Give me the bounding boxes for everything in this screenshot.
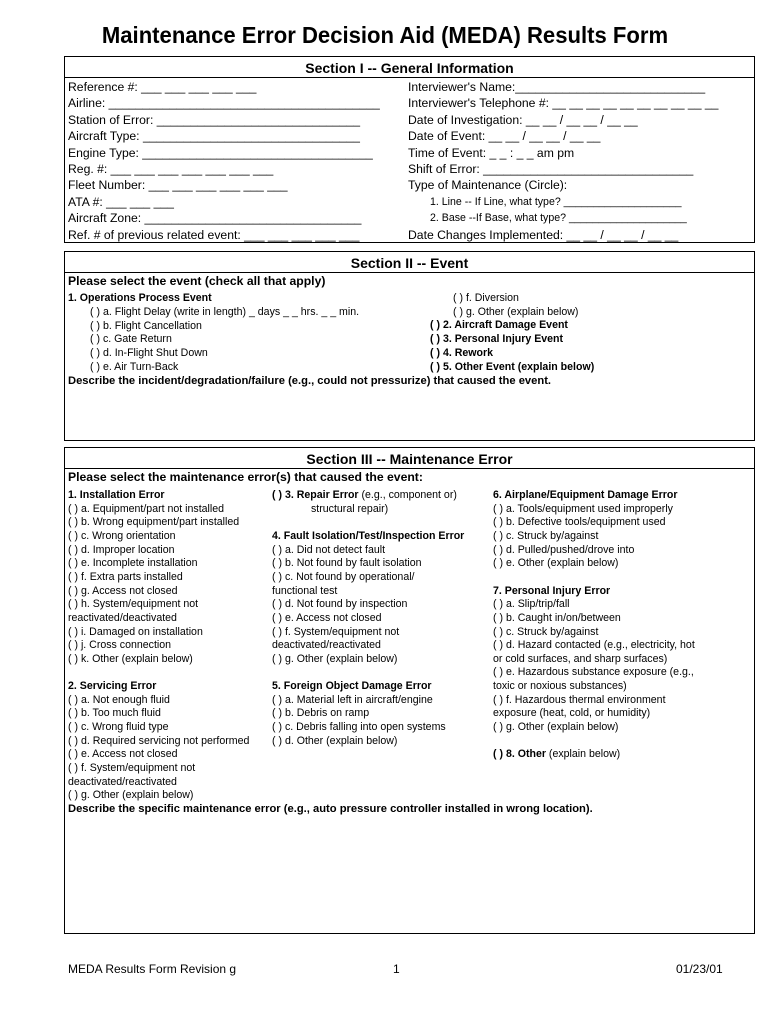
maintenance-error-item: 5. Foreign Object Damage Error (272, 680, 432, 693)
repair-error-label: ( ) 3. Repair Error (272, 489, 359, 501)
other-event-item: ( ) 2. Aircraft Damage Event (430, 319, 568, 332)
other-event-item: ( ) 5. Other Event (explain below) (430, 360, 595, 373)
general-info-field: Interviewer's Telephone #: __ __ __ __ __ __ __ __ __ __ (408, 96, 719, 111)
general-info-field: Time of Event: _ _ : _ _ am pm (408, 145, 575, 160)
maintenance-error-item: ( ) g. Other (explain below) (493, 721, 619, 734)
maintenance-error-item: ( ) j. Cross connection (68, 639, 172, 652)
maintenance-error-item: ( ) g. Other (explain below) (272, 652, 398, 665)
section-event (64, 251, 755, 441)
maintenance-error-item: 7. Personal Injury Error (493, 584, 611, 597)
section-general-information (64, 56, 755, 243)
maintenance-error-item: ( ) a. Material left in aircraft/engine (272, 693, 433, 706)
maintenance-error-item: 4. Fault Isolation/Test/Inspection Error (272, 530, 465, 542)
maintenance-error-item: ( ) c. Wrong fluid type (68, 721, 169, 734)
maintenance-error-item: ( ) c. Debris falling into open systems (272, 721, 446, 734)
maintenance-error-item: ( ) d. Not found by inspection (272, 598, 408, 611)
maintenance-error-item: ( ) g. Access not closed (68, 584, 178, 597)
event-instruction: Please select the event (check all that apply) (68, 274, 326, 288)
maintenance-error-item: ( ) f. System/equipment not (272, 625, 400, 638)
maintenance-error-item: ( ) b. Caught in/on/between (493, 611, 621, 624)
maintenance-error-item: ( ) d. Other (explain below) (272, 734, 398, 747)
general-info-field: Aircraft Zone: ________________________________ (68, 211, 362, 226)
footer-page-number: 1 (393, 962, 400, 976)
maintenance-error-item: ( ) f. Extra parts installed (68, 570, 183, 583)
section-2-header: Section II -- Event (65, 254, 754, 273)
maintenance-error-item: deactivated/reactivated (68, 775, 177, 788)
maintenance-error-item: ( ) c. Struck by/against (493, 529, 599, 542)
maintenance-error-item: ( ) a. Not enough fluid (68, 693, 170, 706)
maintenance-error-item: ( ) c. Struck by/against (493, 625, 599, 638)
maintenance-error-item: ( ) b. Debris on ramp (272, 707, 370, 720)
maintenance-error-item: ( ) e. Hazardous substance exposure (e.g., (493, 666, 694, 679)
maintenance-error-item: toxic or noxious substances) (493, 680, 627, 693)
operations-process-item: ( ) a. Flight Delay (write in length) _ days _ _ hrs. _ _ min. (90, 306, 360, 318)
section-3-header: Section III -- Maintenance Error (65, 450, 754, 469)
general-info-field: 1. Line -- If Line, what type? ____________________ (430, 195, 682, 208)
maintenance-error-item: ( ) a. Tools/equipment used improperly (493, 502, 673, 515)
maintenance-error-item: ( ) f. System/equipment not (68, 762, 196, 774)
maintenance-error-describe-prompt: Describe the specific maintenance error (e.g., auto pressure controller installed in wrong location). (68, 803, 593, 815)
repair-error-example: (e.g., component or) (358, 489, 457, 501)
repair-error-line-2: structural repair) (311, 502, 389, 515)
maintenance-error-item: ( ) h. System/equipment not (68, 598, 199, 611)
general-info-field: Date of Event: __ __ / __ __ / __ __ (408, 129, 601, 144)
maintenance-error-item: ( ) c. Not found by operational/ (272, 570, 415, 583)
maintenance-error-item: 1. Installation Error (68, 489, 165, 501)
general-info-field: Shift of Error: _______________________________ (408, 162, 694, 176)
maintenance-error-item: ( ) i. Damaged on installation (68, 625, 203, 638)
event-describe-prompt: Describe the incident/degradation/failure (e.g., could not pressurize) that caused the event. (68, 375, 552, 387)
maintenance-error-item: exposure (heat, cold, or humidity) (493, 707, 651, 720)
operations-process-item: ( ) c. Gate Return (90, 333, 172, 346)
maintenance-error-item: ( ) d. Improper location (68, 543, 175, 556)
maintenance-error-item: ( ) f. Hazardous thermal environment (493, 693, 666, 706)
general-info-field: Reg. #: ___ ___ ___ ___ ___ ___ ___ (68, 162, 274, 176)
general-info-field: ATA #: ___ ___ ___ (68, 194, 174, 209)
operations-process-item: ( ) g. Other (explain below) (453, 305, 579, 318)
maintenance-error-item: ( ) b. Wrong equipment/part installed (68, 516, 240, 529)
maintenance-error-item: 6. Airplane/Equipment Damage Error (493, 489, 678, 501)
operations-process-item: ( ) b. Flight Cancellation (90, 319, 202, 332)
repair-error-line (272, 489, 457, 503)
maintenance-error-item: or cold surfaces, and sharp surfaces) (493, 652, 668, 665)
section-maintenance-error (64, 447, 755, 934)
maintenance-error-instruction: Please select the maintenance error(s) that caused the event: (68, 470, 423, 484)
maintenance-error-item: reactivated/deactivated (68, 611, 177, 624)
maintenance-error-item: ( ) a. Did not detect fault (272, 543, 386, 556)
footer-revision: MEDA Results Form Revision g (68, 962, 237, 976)
general-info-field: Date of Investigation: __ __ / __ __ / __ __ (408, 112, 638, 127)
maintenance-error-item: ( ) g. Other (explain below) (68, 789, 194, 802)
general-info-field: Interviewer's Name:____________________________ (408, 80, 706, 94)
general-info-field: Aircraft Type: ________________________________ (68, 129, 360, 144)
maintenance-error-item: ( ) e. Access not closed (68, 748, 178, 761)
maintenance-error-item: ( ) e. Incomplete installation (68, 557, 198, 570)
general-info-field: Station of Error: ______________________________ (68, 112, 361, 127)
maintenance-error-item: ( ) b. Defective tools/equipment used (493, 516, 666, 529)
form-title: Maintenance Error Decision Aid (MEDA) Results Form (101, 22, 669, 48)
maintenance-error-item: functional test (272, 584, 338, 597)
general-info-field: Ref. # of previous related event: ___ ___ ___ ___ ___ (68, 227, 360, 242)
maintenance-error-item: ( ) d. Required servicing not performed (68, 734, 250, 747)
operations-process-item: ( ) d. In-Flight Shut Down (90, 347, 208, 360)
section-1-header: Section I -- General Information (65, 59, 754, 78)
general-info-field: 2. Base --If Base, what type? ____________________ (430, 212, 687, 225)
maintenance-error-item: deactivated/reactivated (272, 639, 381, 652)
other-event-item: ( ) 4. Rework (430, 346, 493, 359)
maintenance-error-item: ( ) a. Slip/trip/fall (493, 598, 570, 611)
other-event-item: ( ) 3. Personal Injury Event (430, 333, 564, 346)
maintenance-error-item: ( ) e. Access not closed (272, 611, 382, 624)
maintenance-error-item: ( ) b. Not found by fault isolation (272, 557, 422, 570)
operations-process-header: 1. Operations Process Event (68, 292, 212, 304)
maintenance-error-item: ( ) d. Hazard contacted (e.g., electricity, hot (493, 639, 695, 652)
general-info-field: Date Changes Implemented: __ __ / __ __ / __ __ (408, 227, 679, 242)
footer-date: 01/23/01 (676, 962, 723, 976)
maintenance-error-item: ( ) a. Equipment/part not installed (68, 502, 225, 515)
general-info-field: Engine Type: __________________________________ (68, 145, 373, 160)
operations-process-item: ( ) f. Diversion (453, 292, 519, 304)
maintenance-error-item: ( ) e. Other (explain below) (493, 557, 619, 570)
general-info-field: Type of Maintenance (Circle): (408, 178, 568, 193)
maintenance-error-item: ( ) c. Wrong orientation (68, 529, 176, 542)
maintenance-error-item: ( ) k. Other (explain below) (68, 652, 193, 665)
general-info-field: Airline: ________________________________________ (68, 96, 380, 111)
general-info-field: Fleet Number: ___ ___ ___ ___ ___ ___ (68, 178, 288, 193)
maintenance-error-item: ( ) b. Too much fluid (68, 707, 161, 720)
general-info-field: Reference #: ___ ___ ___ ___ ___ (68, 80, 257, 94)
maintenance-error-item: 2. Servicing Error (68, 680, 157, 693)
maintenance-error-item: ( ) d. Pulled/pushed/drove into (493, 543, 635, 556)
operations-process-item: ( ) e. Air Turn-Back (90, 360, 179, 373)
maintenance-error-item: ( ) 8. Other (explain below) (493, 748, 621, 761)
